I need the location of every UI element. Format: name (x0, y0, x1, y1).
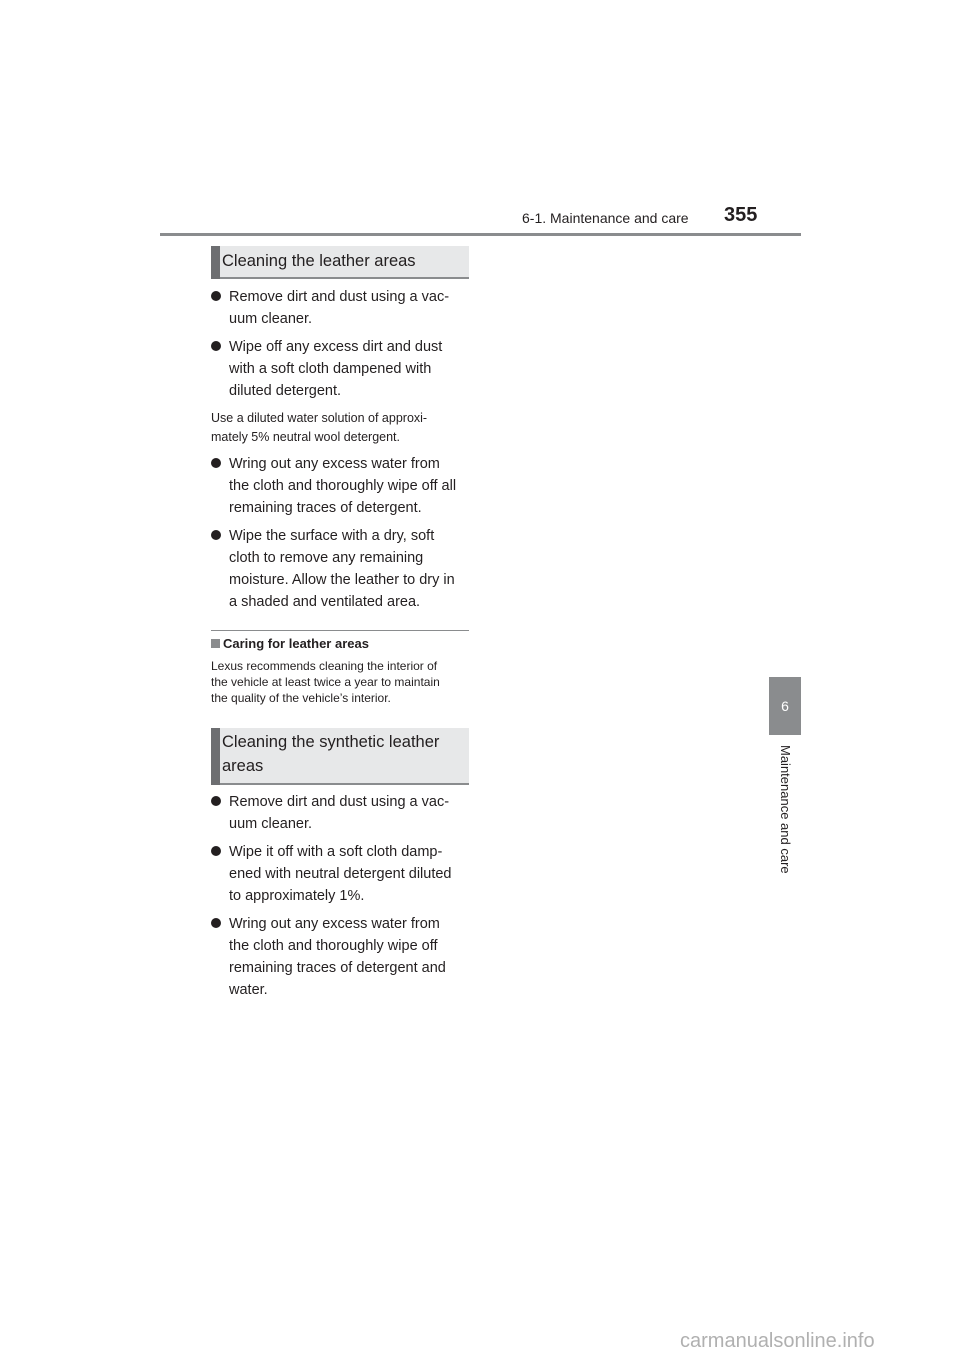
bullet-line: remaining traces of detergent and (229, 960, 446, 976)
header-rule (160, 233, 801, 236)
bullet-line: Remove dirt and dust using a vac- (229, 289, 450, 305)
bullet-line: the cloth and thoroughly wipe off all (229, 478, 457, 494)
section-heading-leather (211, 246, 469, 279)
chapter-tab: 6 (769, 677, 801, 735)
fine-line: the vehicle at least twice a year to maintain (211, 675, 440, 689)
list-item (211, 286, 469, 330)
bullet-line: the cloth and thoroughly wipe off (229, 938, 438, 954)
list-item (211, 453, 469, 519)
square-icon (211, 639, 220, 648)
note-line: mately 5% neutral wool detergent. (211, 430, 400, 444)
bullet-icon (211, 918, 221, 928)
bullet-line: water. (229, 982, 268, 998)
list-item (211, 913, 469, 1001)
list-item (211, 525, 469, 613)
bullet-line: Wipe the surface with a dry, soft (229, 528, 435, 544)
section-heading-synthetic (211, 728, 469, 785)
bullet-line: ened with neutral detergent diluted (229, 866, 452, 882)
page-number: 355 (724, 204, 758, 226)
bullet-line: Wring out any excess water from (229, 456, 440, 472)
fine-line: Lexus recommends cleaning the interior of (211, 659, 438, 673)
bullet-line: a shaded and ventilated area. (229, 594, 421, 610)
subsection-heading (211, 636, 369, 651)
bullet-line: diluted detergent. (229, 383, 342, 399)
list-item (211, 336, 469, 402)
subsection-text (211, 658, 473, 706)
bullet-icon (211, 846, 221, 856)
bullet-line: uum cleaner. (229, 816, 313, 832)
bullet-line: cloth to remove any remaining (229, 550, 424, 566)
subsection-title: Caring for leather areas (223, 636, 369, 651)
bullet-line: Wipe off any excess dirt and dust (229, 339, 443, 355)
section-header: 6-1. Maintenance and care (522, 210, 689, 226)
fine-line: the quality of the vehicle’s interior. (211, 691, 391, 705)
bullet-icon (211, 796, 221, 806)
bullet-icon (211, 291, 221, 301)
bullet-line: to approximately 1%. (229, 888, 365, 904)
bullet-line: moisture. Allow the leather to dry in (229, 572, 455, 588)
subsection-rule (211, 630, 469, 631)
bullet-icon (211, 341, 221, 351)
bullet-line: remaining traces of detergent. (229, 500, 422, 516)
section-title-line: Cleaning the synthetic leather (222, 733, 440, 751)
watermark: carmanualsonline.info (680, 1330, 875, 1352)
note-line: Use a diluted water solution of approxi- (211, 411, 428, 425)
note-text (211, 409, 469, 447)
chapter-label: Maintenance and care (778, 745, 793, 874)
bullet-line: Remove dirt and dust using a vac- (229, 794, 450, 810)
section-title-line: areas (222, 757, 264, 775)
bullet-line: Wring out any excess water from (229, 916, 440, 932)
bullet-line: uum cleaner. (229, 311, 313, 327)
bullet-line: with a soft cloth dampened with (229, 361, 432, 377)
bullet-icon (211, 458, 221, 468)
list-item (211, 841, 469, 907)
bullet-icon (211, 530, 221, 540)
list-item (211, 791, 469, 835)
bullet-line: Wipe it off with a soft cloth damp- (229, 844, 443, 860)
section-title: Cleaning the leather areas (222, 252, 416, 270)
